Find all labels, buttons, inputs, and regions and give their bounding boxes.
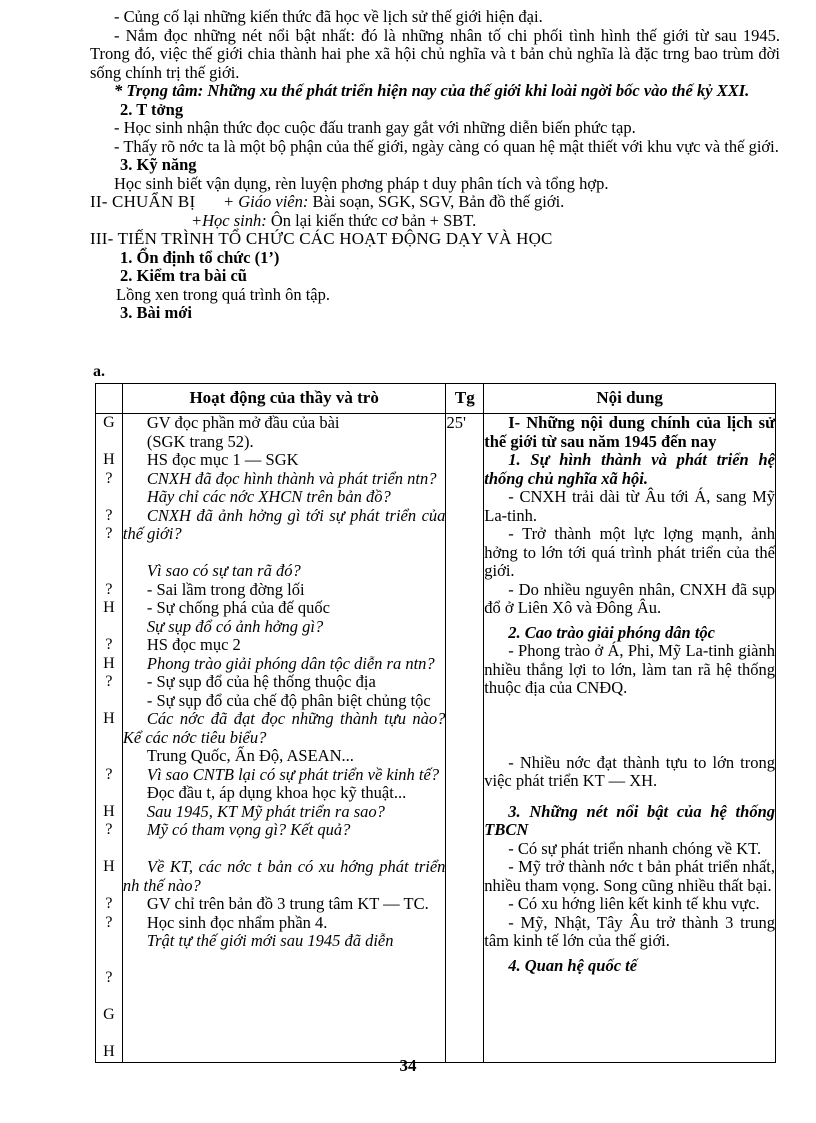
content-line: - CNXH trải dài từ Âu tới Á, sang Mỹ La-tinh. [484,487,775,525]
lesson-table [95,383,776,1063]
thought-line: - Học sinh nhận thức đọc cuộc đấu tranh gay gắt với những diễn biến phức tạp. [114,118,636,137]
step-heading: 1. Ổn định tổ chức (1’) [120,247,280,267]
content-line: - Nhiều nớc đạt thành tựu to lớn trong việc phát triển KT — XH. [484,752,775,790]
activity-question: Các nớc đã đạt đọc những thành tựu nào? Kể các nớc tiêu biểu? [122,709,446,747]
activity-line: Trung Quốc, Ấn Độ, ASEAN... [146,746,354,765]
spacer [123,544,446,563]
key-cell: ? [105,636,113,653]
key-cell [96,488,122,507]
skills-line: Học sinh biết vận dụng, rèn luyện phơng pháp t duy phân tích và tổng hợp. [114,173,609,193]
key-cell [96,877,122,896]
activity-line: - Sự sụp đổ của hệ thống thuộc địa [146,672,376,691]
content-line: - Trở thành một lực lợng mạnh, ảnh hởng to lớn tới quá trình phát triển của thế giới. [484,524,775,580]
key-cell [96,692,122,711]
key-cell: H [103,802,115,820]
step-text: Lồng xen trong quá trình ôn tập. [116,284,331,304]
key-cell: ? [105,969,113,986]
activity-question: Trật tự thế giới mới sau 1945 đã diễn [146,931,394,950]
subheading-skills: 3. Kỹ năng [120,155,197,174]
student-label: +Học sinh: [191,210,267,230]
activity-question: Vì sao có sự tan rã đó? [146,561,301,580]
key-cell [96,729,122,748]
spacer [484,791,775,803]
key-cell: H [103,1043,115,1060]
content-subheading: 4. Quan hệ quốc tế [508,955,638,975]
key-cell: ? [105,765,113,783]
key-cell: H [103,599,115,616]
teacher-prep: Bài soạn, SGK, SGV, Bản đồ thế giới. [308,192,565,211]
activity-question: Phong trào giải phóng dân tộc diễn ra ntn? [146,653,435,673]
content-line: - Có sự phát triển nhanh chóng về KT. [508,838,762,858]
section-heading: III- TIẾN TRÌNH TỔ CHỨC CÁC HOẠT ĐỘNG DẠY VÀ HỌC [90,229,553,248]
activity-question: CNXH đã đọc hình thành và phát triển ntn? [146,468,437,488]
table-header-row [96,384,776,414]
content-line: - Mỹ, Nhật, Tây Âu trở thành 3 trung tâm kinh tế lớn của thế giới. [484,912,775,950]
header-activity: Hoạt động của thầy và trò [122,384,446,414]
activity-line: - Sự sụp đổ của chế độ phân biệt chủng tộc [146,690,431,710]
key-cell [96,951,122,970]
content-line: - Mỹ trở thành nớc t bản phát triển nhất, nhiều tham vọng. Song cũng nhiều thất bại. [484,857,775,895]
header-key-cell [96,384,123,414]
key-cell [96,840,122,859]
activity-line: Đọc đầu t, áp dụng khoa học kỹ thuật... [146,783,407,802]
spacer [123,840,446,859]
header-time: Tg [446,384,484,414]
student-prep: Ôn lại kiến thức cơ bản + SBT. [266,210,477,230]
key-cell: ? [105,469,113,487]
page-number: 34 [399,1056,417,1075]
activity-line: - Sai lầm trong đờng lối [146,579,305,599]
focus-line: * Trọng tâm: Những xu thế phát triển hiện nay của thế giới khi loài ngời bốc vào thế kỷ XXI. [114,81,750,100]
activity-column [122,414,446,1063]
activity-line: HS đọc mục 2 [146,635,241,654]
table-row [96,414,776,1063]
key-cell: G [103,1006,115,1023]
key-cell: G [103,414,115,431]
key-cell: H [103,451,115,468]
key-cell [96,747,122,766]
spacer [484,698,775,754]
activity-line: GV đọc phần mở đầu của bài [146,413,340,432]
activity-question: Sau 1945, KT Mỹ phát triển ra sao? [146,801,385,821]
content-line: - Có xu hớng liên kết kinh tế khu vực. [508,894,760,913]
content-subheading: 1. Sự hình thành và phát triển hệ thống chủ nghĩa xã hội. [484,450,775,488]
content-subheading: 2. Cao trào giải phóng dân tộc [508,622,716,642]
activity-line: Học sinh đọc nhẩm phần 4. [146,912,328,932]
key-cell [96,562,122,581]
time-value: 25' [446,413,466,432]
activity-question: Sự sụp đổ có ảnh hởng gì? [146,616,324,636]
key-cell: H [103,654,115,672]
preparation-heading: II- CHUẨN BỊ [90,192,196,211]
activity-line: - Sự chống phá của đế quốc [146,598,330,617]
header-content: Nội dung [484,384,776,414]
objective-line: - Củng cố lại những kiến thức đã học về lịch sử thế giới hiện đại. [114,7,543,26]
content-line: - Do nhiều nguyên nhân, CNXH đã sụp đổ ở Liên Xô và Đông Âu. [484,579,775,617]
key-cell: ? [105,525,113,542]
activity-question: Mỹ có tham vọng gì? Kết quả? [146,820,351,839]
activity-line: (SGK trang 52). [146,431,254,451]
thought-line: - Thấy rõ nớc ta là một bộ phận của thế giới, ngày càng có quan hệ mật thiết với khu vực và thế giới. [114,136,779,156]
key-cell: ? [105,821,113,838]
activity-question: CNXH đã ảnh hởng gì tới sự phát triển của thế giới? [122,505,446,543]
content-heading: I- Những nội dung chính của lịch sử thế giới từ sau năm 1945 đến nay [484,413,775,451]
activity-question: Hãy chỉ các nớc XHCN trên bản đồ? [146,487,391,506]
key-cell [96,784,122,803]
subheading-thought: 2. T tởng [120,99,184,119]
document-body [90,8,780,323]
item-label: a. [93,363,105,380]
content-line: - Phong trào ở Á, Phi, Mỹ La-tinh giành nhiều thắng lợi to lớn, làm tan rã hệ thống thuộc địa của CNĐQ. [484,641,775,697]
activity-line: HS đọc mục 1 — SGK [146,450,299,469]
content-subheading: 3. Những nét nổi bật của hệ thống TBCN [484,801,775,839]
step-heading: 3. Bài mới [120,303,192,322]
step-heading: 2. Kiểm tra bài cũ [120,266,247,285]
key-cell: ? [105,895,113,912]
key-cell [96,932,122,951]
key-cell [96,433,122,452]
activity-question: Vì sao CNTB lại có sự phát triển về kinh tế? [146,764,440,784]
teacher-label: + Giáo viên: [223,192,309,211]
content-column [484,414,776,1063]
objective-line: - Nắm đọc những nét nổi bật nhất: đó là những nhân tố chi phối tình hình thế giới từ sau 1945. Trong đó, việc thế giới chia thành hai phe xã hội chủ nghĩa và t bản chủ nghĩa là đặc trng bao trùm đời sống chính trị thế giới. [90,25,780,82]
key-cell: ? [105,673,113,690]
key-cell [96,988,122,1007]
preparation-row [90,212,780,231]
key-cell [96,618,122,637]
key-cell: H [103,858,115,875]
activity-line: GV chỉ trên bản đồ 3 trung tâm KT — TC. [146,894,429,913]
key-cell [96,544,122,563]
key-cell: ? [105,913,113,931]
key-cell: ? [105,580,113,598]
key-cell: H [103,710,115,727]
time-column [446,414,484,1063]
key-cell: ? [105,506,113,524]
key-column [96,414,123,1063]
key-cell [96,1025,122,1044]
preparation-row [90,193,780,212]
activity-question: Về KT, các nớc t bản có xu hớng phát triển nh thế nào? [122,857,446,895]
